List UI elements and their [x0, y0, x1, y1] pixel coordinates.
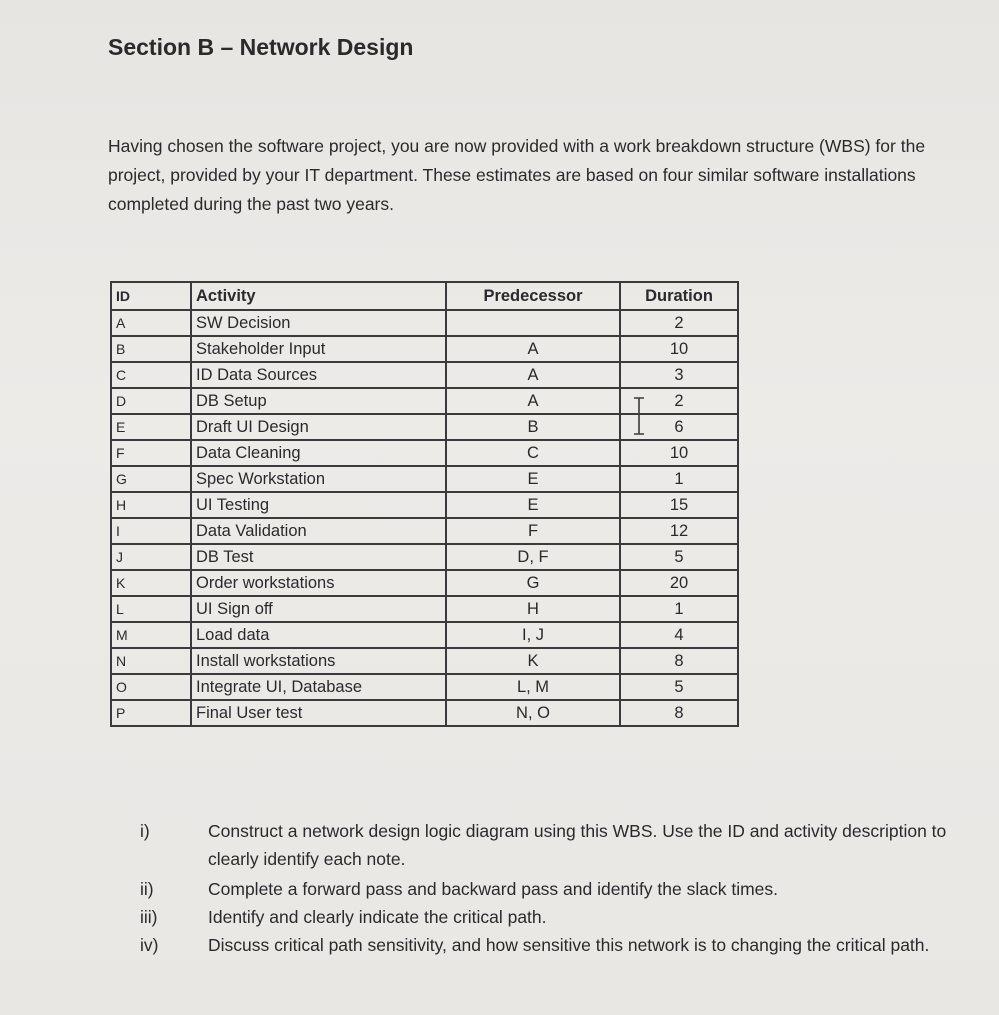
header-predecessor: Predecessor	[446, 282, 620, 310]
cell-id: K	[111, 570, 191, 596]
question-text: Discuss critical path sensitivity, and how sensitive this network is to changing the critical path.	[208, 935, 930, 955]
cell-id: P	[111, 700, 191, 726]
cell-duration: 3	[620, 362, 738, 388]
cell-id: E	[111, 414, 191, 440]
question-number: iv)	[140, 935, 159, 955]
cell-predecessor: A	[446, 362, 620, 388]
cell-predecessor: H	[446, 596, 620, 622]
cell-activity: DB Setup	[191, 388, 446, 414]
table-row	[111, 674, 738, 700]
cell-predecessor: E	[446, 466, 620, 492]
cell-predecessor: F	[446, 518, 620, 544]
cell-predecessor: A	[446, 388, 620, 414]
table-row	[111, 466, 738, 492]
table-row	[111, 440, 738, 466]
cell-predecessor	[446, 310, 620, 336]
text-cursor-icon	[632, 396, 646, 436]
cell-duration: 2	[620, 310, 738, 336]
cell-activity: Stakeholder Input	[191, 336, 446, 362]
question-number: i)	[140, 821, 150, 841]
cell-id: F	[111, 440, 191, 466]
table-header-row	[111, 282, 738, 310]
cell-activity: UI Testing	[191, 492, 446, 518]
cell-duration: 8	[620, 700, 738, 726]
header-duration: Duration	[620, 282, 738, 310]
cell-duration: 1	[620, 466, 738, 492]
cell-predecessor: K	[446, 648, 620, 674]
cell-id: M	[111, 622, 191, 648]
cell-predecessor: I, J	[446, 622, 620, 648]
question-number: ii)	[140, 879, 154, 899]
cell-activity: SW Decision	[191, 310, 446, 336]
question-list	[140, 817, 960, 959]
cell-duration: 20	[620, 570, 738, 596]
question-item	[140, 903, 960, 931]
cell-activity: Final User test	[191, 700, 446, 726]
table-row	[111, 596, 738, 622]
cell-activity: UI Sign off	[191, 596, 446, 622]
question-text: Construct a network design logic diagram using this WBS. Use the ID and activity description to clearly identify each note.	[208, 821, 947, 869]
section-title: Section B – Network Design	[108, 34, 414, 60]
cell-id: C	[111, 362, 191, 388]
cell-id: I	[111, 518, 191, 544]
cell-predecessor: L, M	[446, 674, 620, 700]
cell-duration: 10	[620, 336, 738, 362]
table-row	[111, 492, 738, 518]
cell-id: N	[111, 648, 191, 674]
table-body	[111, 310, 738, 726]
table-row	[111, 622, 738, 648]
question-item	[140, 817, 960, 873]
cell-id: B	[111, 336, 191, 362]
cell-activity: Install workstations	[191, 648, 446, 674]
table-row	[111, 570, 738, 596]
wbs-table	[110, 281, 739, 727]
table-row	[111, 310, 738, 336]
header-id: ID	[111, 282, 191, 310]
cell-id: L	[111, 596, 191, 622]
cell-duration: 8	[620, 648, 738, 674]
cell-id: G	[111, 466, 191, 492]
cell-predecessor: N, O	[446, 700, 620, 726]
cell-activity: Draft UI Design	[191, 414, 446, 440]
cell-id: J	[111, 544, 191, 570]
question-item	[140, 875, 960, 903]
cell-predecessor: E	[446, 492, 620, 518]
cell-duration: 15	[620, 492, 738, 518]
intro-paragraph: Having chosen the software project, you are now provided with a work breakdown structure (WBS) for the project, provided by your IT department. These estimates are based on four similar software installations completed during the past two years.	[108, 136, 926, 214]
cell-id: H	[111, 492, 191, 518]
cell-duration: 2	[620, 388, 738, 414]
cell-predecessor: B	[446, 414, 620, 440]
question-text: Identify and clearly indicate the critical path.	[208, 907, 547, 927]
cell-activity: Integrate UI, Database	[191, 674, 446, 700]
cell-duration: 4	[620, 622, 738, 648]
cell-activity: ID Data Sources	[191, 362, 446, 388]
cell-activity: Order workstations	[191, 570, 446, 596]
cell-activity: DB Test	[191, 544, 446, 570]
cell-id: D	[111, 388, 191, 414]
question-text: Complete a forward pass and backward pass and identify the slack times.	[208, 879, 779, 899]
cell-predecessor: C	[446, 440, 620, 466]
cell-activity: Spec Workstation	[191, 466, 446, 492]
cell-duration: 5	[620, 544, 738, 570]
table-row	[111, 648, 738, 674]
cell-duration: 10	[620, 440, 738, 466]
header-activity: Activity	[191, 282, 446, 310]
question-number: iii)	[140, 907, 158, 927]
table-row	[111, 362, 738, 388]
cell-duration: 5	[620, 674, 738, 700]
cell-activity: Load data	[191, 622, 446, 648]
table-row	[111, 336, 738, 362]
cell-predecessor: A	[446, 336, 620, 362]
table-row	[111, 518, 738, 544]
cell-id: O	[111, 674, 191, 700]
cell-duration: 12	[620, 518, 738, 544]
cell-activity: Data Cleaning	[191, 440, 446, 466]
cell-id: A	[111, 310, 191, 336]
cell-predecessor: D, F	[446, 544, 620, 570]
table-row	[111, 700, 738, 726]
cell-duration: 1	[620, 596, 738, 622]
cell-predecessor: G	[446, 570, 620, 596]
cell-duration: 6	[620, 414, 738, 440]
cell-activity: Data Validation	[191, 518, 446, 544]
table-row	[111, 544, 738, 570]
question-item	[140, 931, 960, 959]
